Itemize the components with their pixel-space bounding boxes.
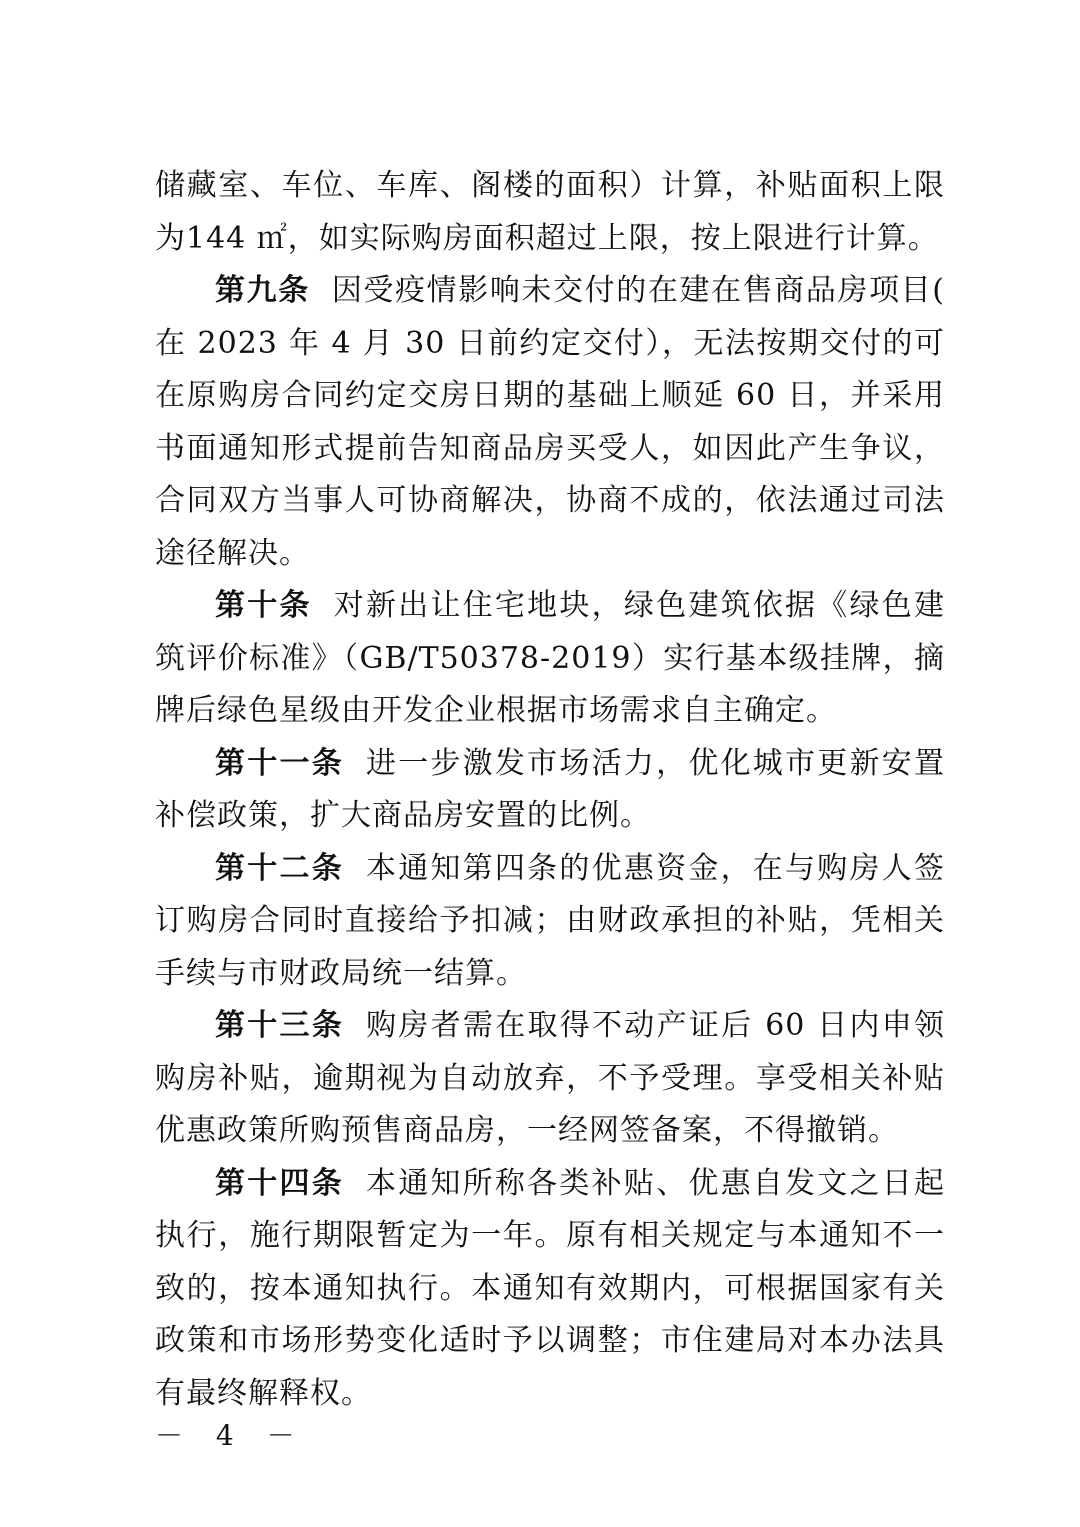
article-11-label: 第十一条 [215,745,344,781]
article-9 [155,265,945,580]
article-11-text: 进一步激发市场活力，优化城市更新安置补偿政策，扩大商品房安置的比例。 [155,745,946,833]
document-body [155,160,945,1420]
article-13-text: 购房者需在取得不动产证后 60 日内申领购房补贴，逾期视为自动放弃，不予受理。享受相关补贴优惠政策所购预售商品房，一经网签备案，不得撤销。 [155,1008,946,1148]
article-10-text: 对新出让住宅地块，绿色建筑依据《绿色建筑评价标准》（GB/T50378-2019）实行基本级挂牌，摘牌后绿色星级由开发企业根据市场需求自主确定。 [155,588,946,728]
article-13-label: 第十三条 [215,1008,345,1043]
article-14 [155,1158,945,1421]
article-9-text: 因受疫情影响未交付的在建在售商品房项目( 在 2023 年 4 月 30 日前约定交付），无法按期交付的可在原购房合同约定交房日期的基础上顺延 60 日，并采用书面通知形式提前告知商品房买受人，如因此产生争议，合同双方当事人可协商解决，协商不成的，依法通过司法途径解决。 [155,273,945,571]
article-11 [155,738,945,843]
article-12-text: 本通知第四条的优惠资金，在与购房人签订购房合同时直接给予扣减；由财政承担的补贴，凭相关手续与市财政局统一结算。 [155,850,946,991]
article-14-label: 第十四条 [215,1165,344,1201]
article-9-label: 第九条 [215,273,310,308]
continuation-paragraph: 储藏室、车位、车库、阁楼的面积）计算，补贴面积上限为144 ㎡，如实际购房面积超过上限，按上限进行计算。 [155,168,945,256]
article-13 [155,1000,945,1158]
article-12 [155,843,945,1001]
article-12-label: 第十二条 [215,850,344,886]
article-14-text: 本通知所称各类补贴、优惠自发文之日起执行，施行期限暂定为一年。原有相关规定与本通知不一致的，按本通知执行。本通知有效期内，可根据国家有关政策和市场形势变化适时予以调整；市住建局对本办法具有最终解释权。 [155,1165,946,1411]
article-10 [155,580,945,738]
article-10-label: 第十条 [215,588,312,623]
page-number: － 4 － [155,1419,307,1452]
